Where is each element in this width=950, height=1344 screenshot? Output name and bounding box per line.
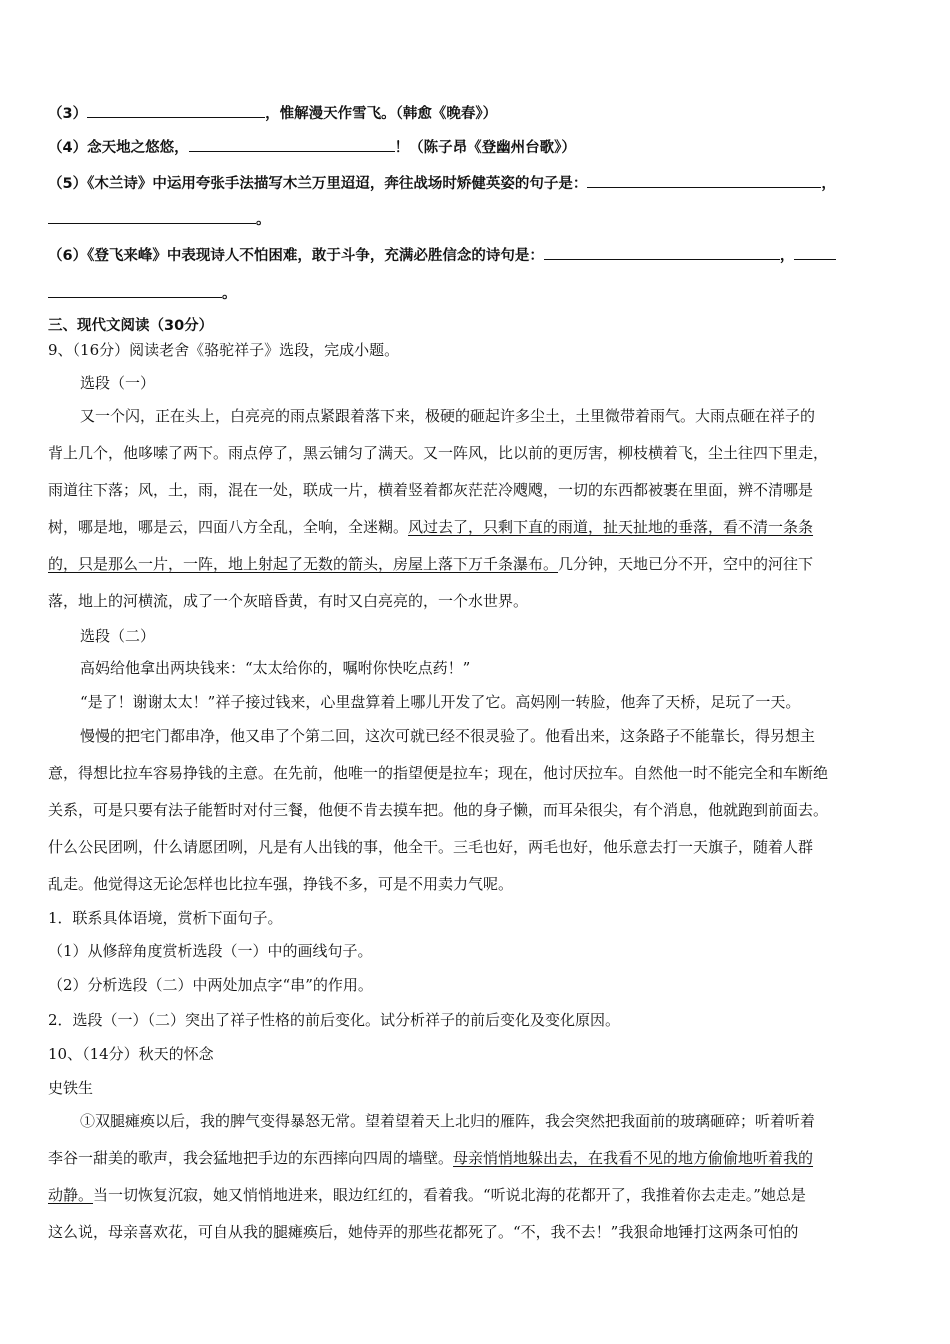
period: 。 bbox=[222, 286, 237, 302]
excerpt-2-line: 什么公民团咧，什么请愿团咧，凡是有人出钱的事，他全干。三毛也好，两毛也好，他乐意去打一天旗子，随着人群 bbox=[48, 838, 814, 856]
excerpt-2-line: “是了！谢谢太太！”祥子接过钱来，心里盘算着上哪儿开发了它。高妈刚一转脸，他奔了天桥，足玩了一天。 bbox=[80, 693, 801, 711]
question-5-text: （5）《木兰诗》中运用夸张手法描写木兰万里迢迢，奔往战场时矫健英姿的句子是： bbox=[48, 176, 588, 192]
question-6 bbox=[48, 244, 836, 266]
excerpt-1-line: 落，地上的河横流，成了一个灰暗昏黄，有时又白亮亮的，一个水世界。 bbox=[48, 592, 529, 610]
passage-line bbox=[48, 1185, 806, 1205]
question-3-number: （3） bbox=[48, 106, 88, 122]
section-heading: 三、现代文阅读（30分） bbox=[48, 318, 214, 334]
period: 。 bbox=[256, 212, 271, 228]
underlined-sentence: 母亲悄悄地躲出去，在我看不见的地方偷偷地听着我的 bbox=[453, 1149, 814, 1167]
passage-line bbox=[48, 1148, 813, 1168]
plain-text: 树，哪是地，哪是云，四面八方全乱，全响，全迷糊。 bbox=[48, 518, 409, 536]
question-6-text: （6）《登飞来峰》中表现诗人不怕困难，敢于斗争，充满必胜信念的诗句是： bbox=[48, 248, 544, 264]
question-9-intro: 9、（16分）阅读老舍《骆驼祥子》选段，完成小题。 bbox=[48, 341, 400, 359]
plain-text: 几分钟，天地已分不开，空中的河往下 bbox=[558, 555, 814, 573]
question-10-intro: 10、（14分）秋天的怀念 bbox=[48, 1045, 214, 1063]
plain-text: 李谷一甜美的歌声，我会猛地把手边的东西摔向四周的墙壁。 bbox=[48, 1149, 454, 1167]
answer-blank[interactable] bbox=[48, 282, 222, 298]
answer-blank[interactable] bbox=[48, 208, 256, 224]
excerpt-2-title: 选段（二） bbox=[80, 627, 156, 645]
excerpt-2-line: 乱走。他觉得这无论怎样也比拉车强，挣钱不多，可是不用卖力气呢。 bbox=[48, 875, 514, 893]
excerpt-2-line: 意，得想比拉车容易挣钱的主意。在先前，他唯一的指望便是拉车；现在，他讨厌拉车。自然他一时不能完全和车断绝 bbox=[48, 764, 829, 782]
question-4-source: ！（陈子昂《登幽州台歌》） bbox=[394, 140, 576, 156]
excerpt-1-line: 又一个闪，正在头上，白亮亮的雨点紧跟着落下来，极硬的砸起许多尘土，土里微带着雨气。大雨点砸在祥子的 bbox=[80, 407, 816, 425]
passage-line: ①双腿瘫痪以后，我的脾气变得暴怒无常。望着望着天上北归的雁阵，我会突然把我面前的玻璃砸碎；听着听着 bbox=[80, 1112, 816, 1130]
excerpt-2-line: 慢慢的把宅门都串净，他又串了个第二回，这次可就已经不很灵验了。他看出来，这条路子不能靠长，得另想主 bbox=[80, 727, 816, 745]
underlined-sentence: 风过去了，只剩下直的雨道，扯天扯地的垂落，看不清一条条 bbox=[408, 518, 814, 536]
question-3 bbox=[48, 102, 497, 124]
sub-question: （2）分析选段（二）中两处加点字“串”的作用。 bbox=[48, 976, 373, 994]
excerpt-1-line: 背上几个，他哆嗦了两下。雨点停了，黑云铺匀了满天。又一阵风，比以前的更厉害，柳枝横着飞，尘土往四下里走， bbox=[48, 444, 829, 462]
excerpt-2-line: 高妈给他拿出两块钱来：“太太给你的，嘱咐你快吃点药！” bbox=[80, 659, 471, 677]
author: 史铁生 bbox=[48, 1079, 94, 1097]
answer-blank[interactable] bbox=[544, 244, 780, 260]
question-4-text: （4）念天地之悠悠， bbox=[48, 140, 189, 156]
excerpt-1-line bbox=[48, 554, 813, 574]
sub-question: 2．选段（一）（二）突出了祥子性格的前后变化。试分析祥子的前后变化及变化原因。 bbox=[48, 1011, 621, 1029]
excerpt-1-line: 雨道往下落；风，土，雨，混在一处，联成一片，横着竖着都灰茫茫冷飕飕，一切的东西都被裹在里面，辨不清哪是 bbox=[48, 481, 814, 499]
comma: ， bbox=[821, 176, 836, 192]
underlined-sentence: 的，只是那么一片，一阵，地上射起了无数的箭头，房屋上落下万千条瀑布。 bbox=[48, 555, 559, 573]
sub-question: （1）从修辞角度赏析选段（一）中的画线句子。 bbox=[48, 942, 373, 960]
excerpt-1-line bbox=[48, 517, 813, 537]
passage-line: 这么说，母亲喜欢花，可自从我的腿瘫痪后，她侍弄的那些花都死了。“不，我不去！”我狠命地锤打这两条可怕的 bbox=[48, 1223, 799, 1241]
answer-blank[interactable] bbox=[587, 172, 821, 188]
question-5 bbox=[48, 172, 836, 194]
answer-blank[interactable] bbox=[794, 244, 836, 260]
comma: ， bbox=[779, 248, 795, 264]
underlined-sentence: 动静。 bbox=[48, 1186, 94, 1204]
answer-blank[interactable] bbox=[87, 102, 265, 118]
sub-question: 1．联系具体语境，赏析下面句子。 bbox=[48, 909, 283, 927]
question-6-cont bbox=[48, 282, 237, 304]
question-3-text: ，惟解漫天作雪飞。（韩愈《晚春》） bbox=[265, 106, 498, 122]
excerpt-1-title: 选段（一） bbox=[80, 374, 156, 392]
excerpt-2-line: 关系，可是只要有法子能暂时对付三餐，他便不肯去摸车把。他的身子懒，而耳朵很尖，有个消息，他就跑到前面去。 bbox=[48, 801, 829, 819]
question-4 bbox=[48, 136, 576, 158]
answer-blank[interactable] bbox=[189, 136, 395, 152]
question-5-cont bbox=[48, 208, 271, 230]
plain-text: 当一切恢复沉寂，她又悄悄地进来，眼边红红的，看着我。“听说北海的花都开了，我推着你去走走。”她总是 bbox=[93, 1186, 806, 1204]
